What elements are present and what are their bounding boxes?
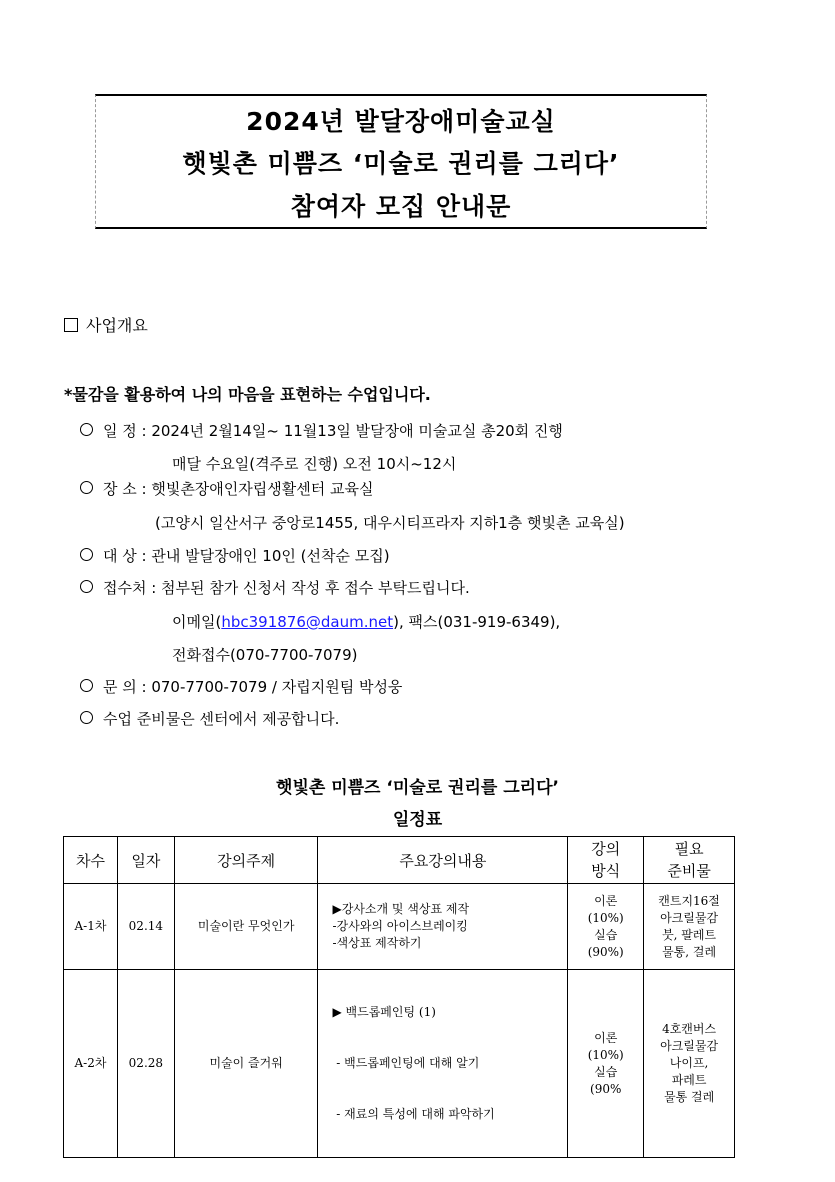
info-apply-contact (172, 611, 560, 632)
method-line: 이론 (594, 893, 618, 908)
info-place (80, 478, 373, 499)
info-contact (80, 676, 402, 697)
circle-bullet-icon (80, 711, 93, 724)
method-line: (10%) (587, 1047, 624, 1062)
info-schedule-sub: 매달 수요일(격주로 진행) 오전 10시~12시 (172, 455, 457, 473)
info-supplies (80, 708, 339, 729)
supplies-line: 아크릴물감 (660, 1039, 719, 1053)
circle-bullet-icon (80, 548, 93, 561)
cell-supplies (644, 970, 735, 1158)
content-line: - 재료의 특성에 대해 파악하기 (332, 1107, 495, 1121)
cell-content (318, 884, 568, 970)
content-line: ▶강사소개 및 색상표 제작 (332, 902, 470, 916)
email-prefix: 이메일( (172, 613, 222, 631)
supplies-line: 4호캔버스 (662, 1022, 717, 1036)
info-apply (80, 577, 470, 598)
header-round: 차수 (64, 837, 118, 884)
cell-topic: 미술이란 무엇인가 (174, 884, 318, 970)
schedule-title: 햇빛촌 미쁨즈 ‘미술로 권리를 그리다’ (276, 778, 559, 798)
title-box (95, 94, 707, 229)
cell-method (568, 970, 644, 1158)
email-link[interactable]: hbc391876@daum.net (221, 613, 394, 631)
table-row (64, 884, 735, 970)
section-heading-text: 사업개요 (86, 316, 148, 335)
schedule-subtitle: 일정표 (392, 810, 443, 830)
method-line: (10%) (587, 910, 624, 925)
method-line: (90%) (587, 944, 624, 959)
contact-text: 문 의 : 070-7700-7079 / 자립지원팀 박성웅 (103, 678, 403, 696)
info-place-sub: (고양시 일산서구 중앙로1455, 대우시티프라자 지하1층 햇빛촌 교육실) (155, 514, 625, 532)
cell-topic: 미술이 즐거워 (174, 970, 318, 1158)
method-line: 이론 (594, 1030, 618, 1045)
place-text: 장 소 : 햇빛촌장애인자립생활센터 교육실 (103, 480, 374, 498)
supplies-text: 수업 준비물은 센터에서 제공합니다. (103, 710, 340, 728)
cell-date: 02.28 (117, 970, 174, 1158)
method-line: (90% (590, 1081, 622, 1096)
section-heading (64, 313, 148, 336)
content-line: -강사와의 아이스브레이킹 (332, 919, 468, 933)
fax-text: ), 팩스(031-919-6349), (393, 613, 561, 631)
schedule-text: 일 정 : 2024년 2월14일~ 11월13일 발달장애 미술교실 총20회 진행 (103, 422, 563, 440)
title-line-3: 참여자 모집 안내문 (290, 192, 512, 221)
circle-bullet-icon (80, 481, 93, 494)
supplies-line: 파레트 (671, 1073, 707, 1087)
supplies-line: 물통 걸레 (663, 1090, 715, 1104)
table-row (64, 970, 735, 1158)
content-line: ▶ 백드롭페인팅 (1) (332, 1005, 436, 1019)
title-line-2: 햇빛촌 미쁨즈 ‘미술로 권리를 그리다’ (182, 149, 620, 178)
title-line-1: 2024년 발달장애미술교실 (246, 107, 556, 136)
supplies-line: 나이프, (669, 1056, 709, 1070)
cell-date: 02.14 (117, 884, 174, 970)
schedule-table (63, 836, 735, 1158)
content-line: -색상표 제작하기 (332, 936, 422, 950)
checkbox-square-icon (64, 318, 78, 332)
target-text: 대 상 : 관내 발달장애인 10인 (선착순 모집) (103, 547, 390, 565)
supplies-line: 캔트지16절 (658, 893, 720, 908)
circle-bullet-icon (80, 423, 93, 436)
info-target (80, 545, 390, 566)
lead-text: *물감을 활용하여 나의 마음을 표현하는 수업입니다. (64, 385, 431, 404)
supplies-line: 붓, 팔레트 (662, 927, 717, 942)
supplies-line: 아크릴물감 (660, 910, 719, 925)
header-content: 주요강의내용 (318, 837, 568, 884)
header-topic: 강의주제 (174, 837, 318, 884)
table-header-row (64, 837, 735, 884)
content-line: - 백드롭페인팅에 대해 알기 (332, 1056, 480, 1070)
info-apply-phone: 전화접수(070-7700-7079) (172, 646, 358, 664)
header-supplies: 필요 준비물 (644, 837, 735, 884)
header-method: 강의 방식 (568, 837, 644, 884)
method-line: 실습 (594, 927, 618, 942)
cell-content (318, 970, 568, 1158)
cell-round: A-1차 (64, 884, 118, 970)
circle-bullet-icon (80, 679, 93, 692)
method-line: 실습 (594, 1064, 618, 1079)
apply-text: 접수처 : 첨부된 참가 신청서 작성 후 접수 부탁드립니다. (103, 579, 470, 597)
supplies-line: 물통, 걸레 (662, 944, 717, 959)
header-date: 일자 (117, 837, 174, 884)
info-schedule (80, 420, 563, 441)
circle-bullet-icon (80, 580, 93, 593)
cell-round: A-2차 (64, 970, 118, 1158)
cell-supplies (644, 884, 735, 970)
cell-method (568, 884, 644, 970)
